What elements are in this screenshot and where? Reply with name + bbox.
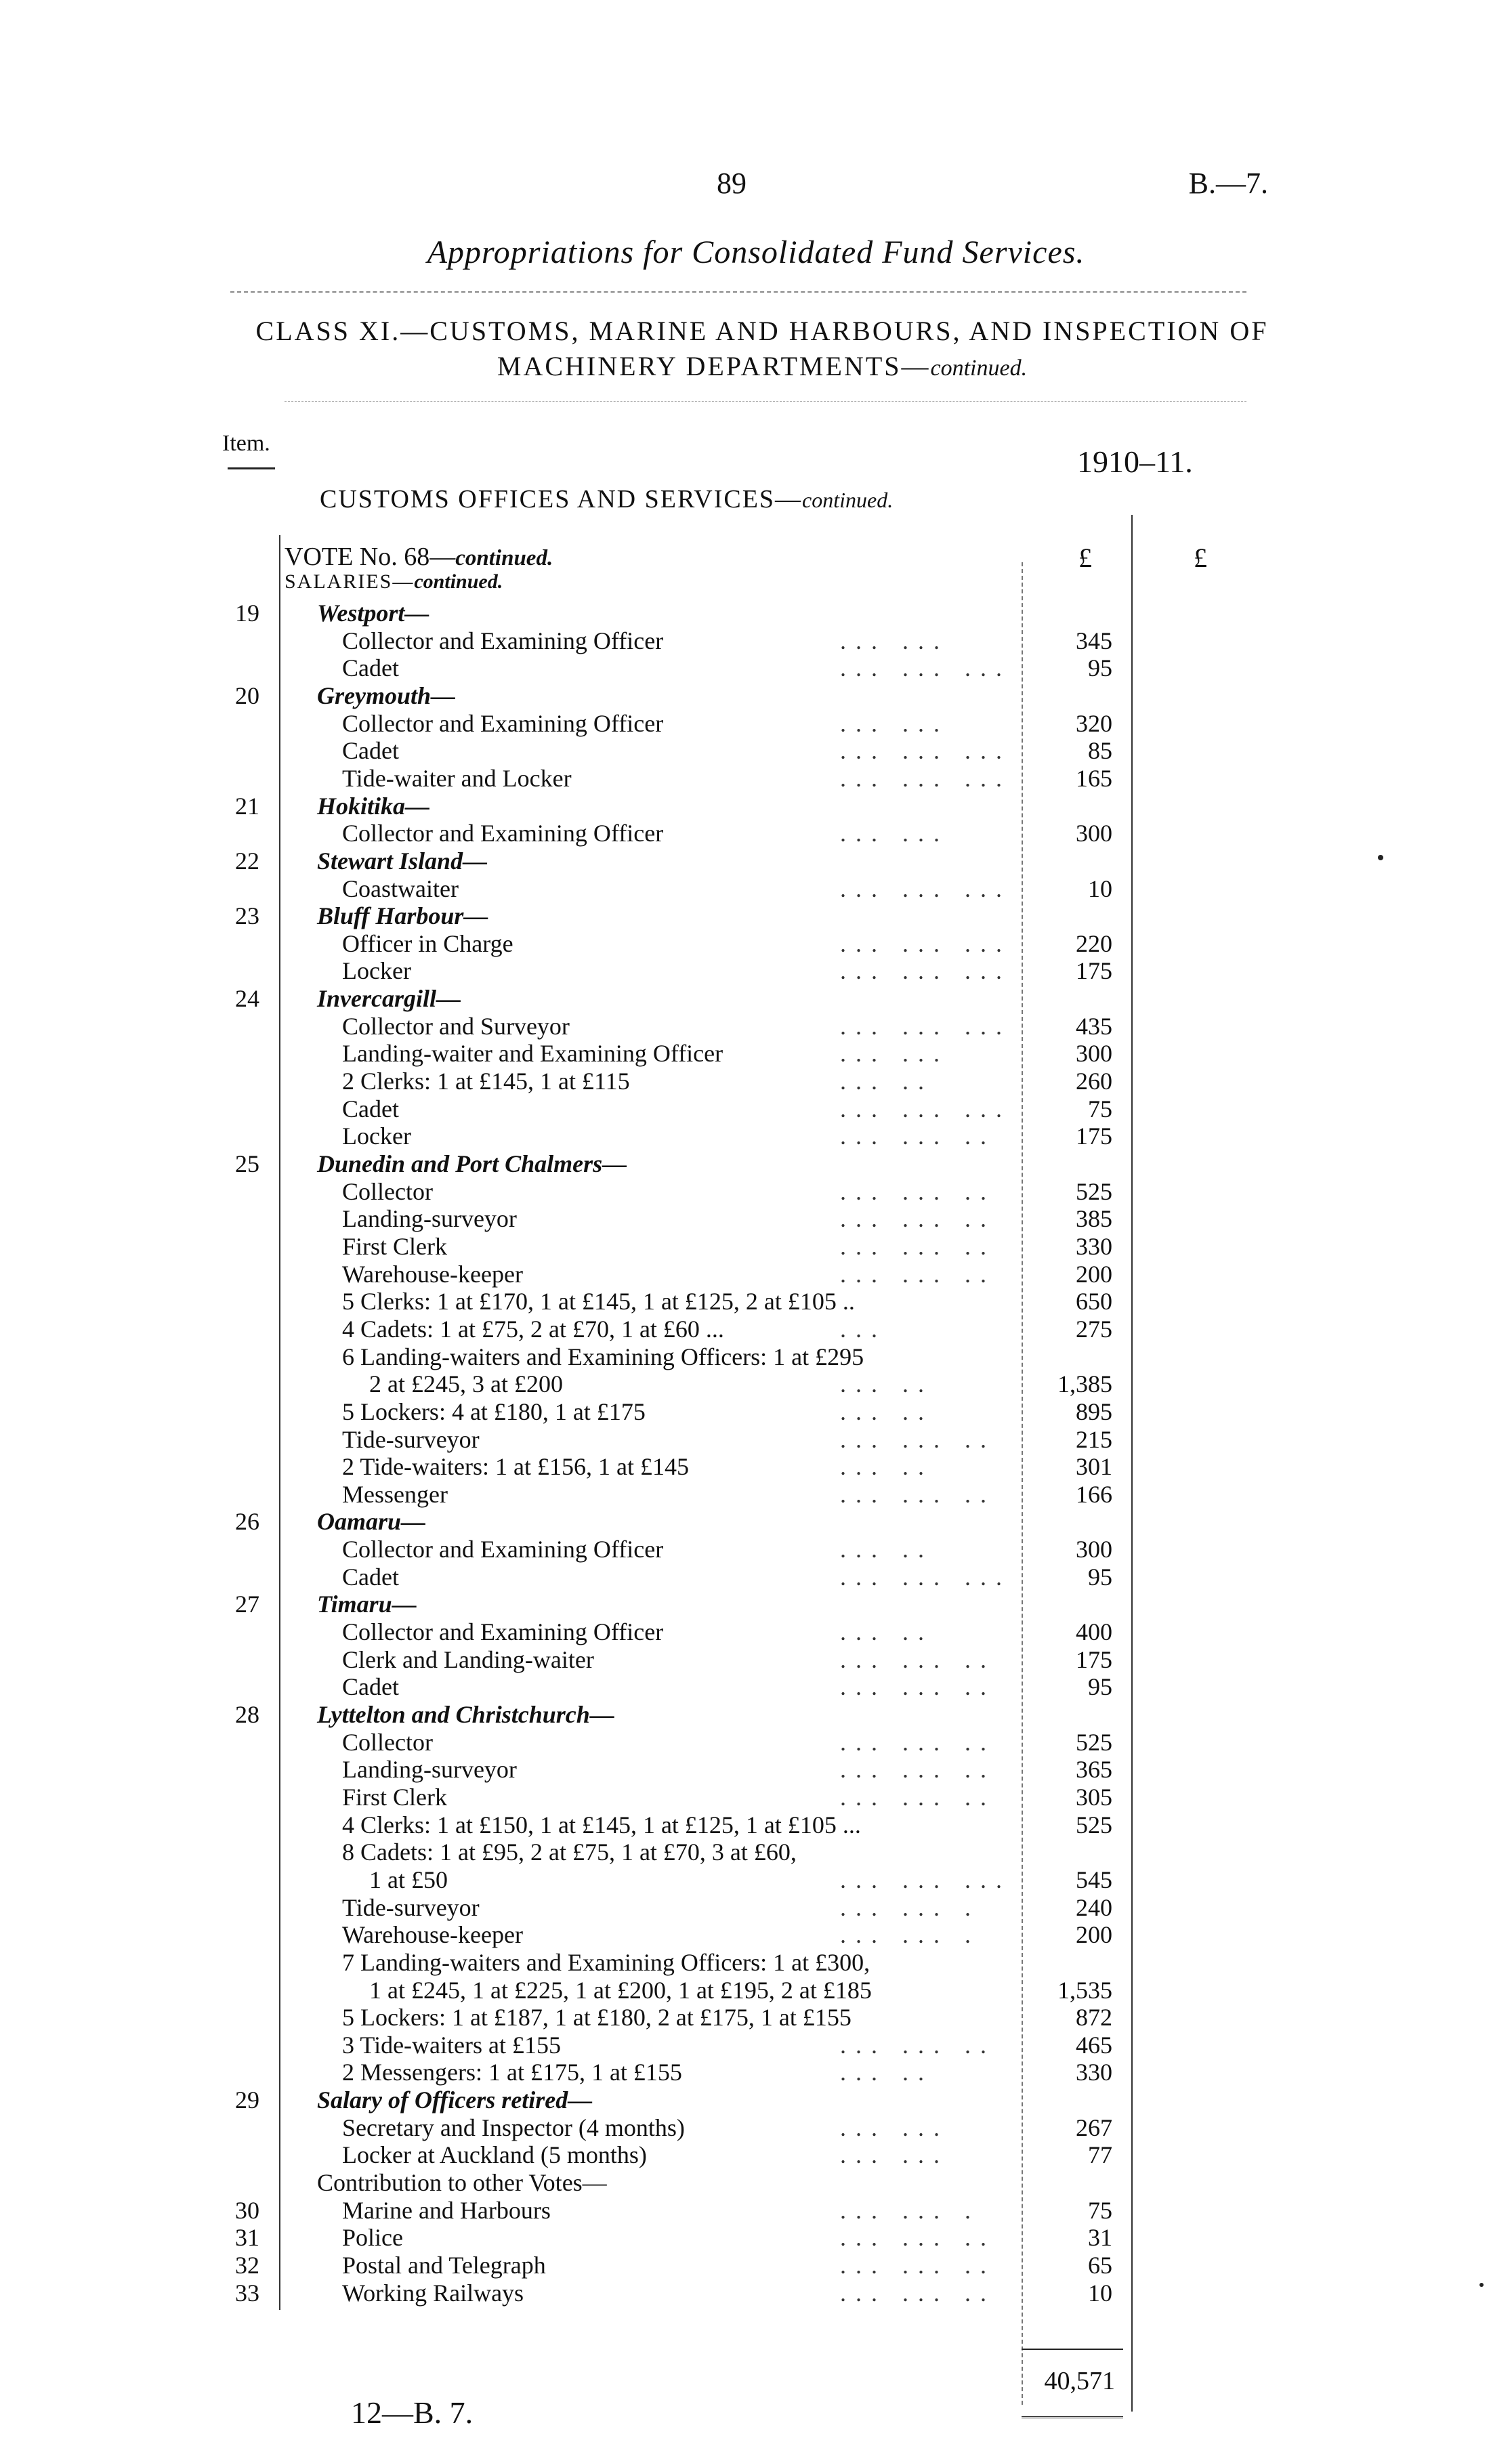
table-row	[0, 600, 1512, 627]
amount-value: 65	[1088, 2252, 1112, 2279]
amount-value: 385	[1076, 1205, 1112, 1233]
row-label: First Clerk	[342, 1232, 448, 1260]
section-title-continued: continued.	[802, 488, 894, 512]
item-number: 30	[235, 2196, 259, 2224]
dot-leader: ... ..	[840, 2059, 933, 2086]
row-label: Landing-waiter and Examining Officer	[342, 1040, 723, 1068]
amount-value: 650	[1076, 1288, 1112, 1316]
dot-leader: ... ... ..	[840, 1205, 996, 1233]
amount-value: 95	[1088, 1563, 1112, 1591]
table-row	[0, 1178, 1512, 1206]
print-speck	[1378, 855, 1383, 860]
amount-value: 330	[1076, 2059, 1112, 2086]
table-row	[0, 1370, 1512, 1398]
dot-leader: ... ... ...	[840, 929, 1011, 957]
item-number: 29	[235, 2086, 259, 2114]
item-number: 28	[235, 1701, 259, 1728]
table-row	[0, 2086, 1512, 2114]
row-label: Collector and Examining Officer	[342, 1536, 664, 1563]
class-title-line-2-text: MACHINERY DEPARTMENTS—	[497, 351, 931, 381]
footer-signature-mark: 12—B. 7.	[351, 2395, 474, 2430]
dot-leader: ... ...	[840, 2113, 949, 2141]
table-row	[0, 2059, 1512, 2086]
amount-value: 525	[1076, 1811, 1112, 1838]
dot-leader: ... ..	[840, 1068, 933, 1095]
row-label: Cadet	[342, 737, 399, 765]
office-heading: Bluff Harbour—	[317, 902, 488, 930]
amount-value: 365	[1076, 1756, 1112, 1784]
amount-value: 215	[1076, 1425, 1112, 1453]
dot-leader: ... ...	[840, 820, 949, 847]
row-label: Police	[342, 2224, 403, 2252]
amount-value: 1,535	[1057, 1976, 1112, 2004]
table-row	[0, 1481, 1512, 1509]
section-title	[320, 484, 893, 514]
vote-heading	[285, 542, 553, 572]
table-row	[0, 1894, 1512, 1922]
row-label: 5 Lockers: 1 at £187, 1 at £180, 2 at £175, 1 at £155	[342, 2004, 852, 2032]
table-row	[0, 1536, 1512, 1563]
dot-leader: ... ...	[840, 2141, 949, 2169]
row-label: 3 Tide-waiters at £155	[342, 2031, 561, 2059]
table-row	[0, 710, 1512, 738]
table-row	[0, 2252, 1512, 2279]
row-label: 6 Landing-waiters and Examining Officers: 1 at £295	[342, 1343, 864, 1370]
office-heading: Oamaru—	[317, 1508, 426, 1536]
table-row	[0, 820, 1512, 847]
table-row	[0, 1977, 1512, 2004]
table-row	[0, 1949, 1512, 1977]
table-row	[0, 1591, 1512, 1618]
table-row	[0, 1426, 1512, 1454]
row-label: Landing-surveyor	[342, 1205, 517, 1233]
row-label: 1 at £50	[369, 1866, 448, 1893]
dot-leader: ... ... ..	[840, 2224, 996, 2252]
class-title-line-1: CLASS XI.—CUSTOMS, MARINE AND HARBOURS, AND INSPECTION OF	[255, 316, 1269, 346]
section-title-text: CUSTOMS OFFICES AND SERVICES—	[320, 485, 803, 513]
table-row	[0, 1508, 1512, 1536]
table-row	[0, 1756, 1512, 1784]
table-row	[0, 1866, 1512, 1894]
amount-value: 165	[1076, 764, 1112, 792]
row-label: Collector and Examining Officer	[342, 709, 664, 737]
table-row	[0, 1150, 1512, 1178]
row-label: 2 Tide-waiters: 1 at £156, 1 at £145	[342, 1453, 689, 1481]
salaries-heading	[285, 570, 503, 593]
row-label: 4 Clerks: 1 at £150, 1 at £145, 1 at £125, 1 at £105 ...	[342, 1811, 861, 1838]
row-label: Contribution to other Votes—	[317, 2169, 607, 2197]
table-row	[0, 2279, 1512, 2307]
amount-value: 95	[1088, 1673, 1112, 1701]
header-rule	[230, 291, 1246, 293]
dot-leader: ... ..	[840, 1536, 933, 1563]
table-row	[0, 765, 1512, 793]
amount-value: 400	[1076, 1618, 1112, 1646]
table-row	[0, 2032, 1512, 2059]
table-row	[0, 930, 1512, 958]
row-label: 2 Messengers: 1 at £175, 1 at £155	[342, 2059, 682, 2086]
item-number: 32	[235, 2252, 259, 2279]
table-row	[0, 1398, 1512, 1426]
dot-leader: ... ... ..	[840, 1232, 996, 1260]
pound-sign-totals: £	[1194, 543, 1207, 573]
office-heading: Dunedin and Port Chalmers—	[317, 1150, 627, 1177]
dot-leader: ... ... ...	[840, 1095, 1011, 1122]
amount-value: 305	[1076, 1783, 1112, 1811]
row-label: Collector and Examining Officer	[342, 820, 664, 847]
table-row	[0, 2169, 1512, 2197]
item-number: 27	[235, 1591, 259, 1618]
row-label: Cadet	[342, 1095, 399, 1122]
table-row	[0, 2114, 1512, 2142]
amount-value: 300	[1076, 1536, 1112, 1563]
dot-leader: ... ..	[840, 1397, 933, 1425]
dot-leader: ... ... ..	[840, 1425, 996, 1453]
row-label: Locker	[342, 1122, 411, 1150]
year-column-header: 1910–11.	[1077, 444, 1193, 479]
salaries-heading-continued: continued.	[414, 570, 503, 593]
row-label: Officer in Charge	[342, 929, 513, 957]
total-amount: 40,571	[1044, 2367, 1115, 2395]
salaries-heading-text: SALARIES—	[285, 570, 415, 593]
amount-value: 895	[1076, 1397, 1112, 1425]
table-row	[0, 793, 1512, 820]
amount-value: 267	[1076, 2113, 1112, 2141]
dot-leader: ... ..	[840, 1618, 933, 1646]
amount-value: 275	[1076, 1315, 1112, 1343]
print-speck	[1479, 2283, 1484, 2287]
dot-leader: ... ... ..	[840, 2279, 996, 2307]
document-reference: B.—7.	[1188, 167, 1268, 200]
table-row	[0, 1921, 1512, 1949]
amount-value: 345	[1076, 627, 1112, 654]
office-heading: Westport—	[317, 600, 429, 627]
row-label: Secretary and Inspector (4 months)	[342, 2113, 685, 2141]
table-row	[0, 1784, 1512, 1811]
row-label: 7 Landing-waiters and Examining Officers: 1 at £300,	[342, 1948, 870, 1976]
item-number: 23	[235, 902, 259, 930]
dot-leader: ... ... ..	[840, 2252, 996, 2279]
total-bottom-rule	[1022, 2416, 1123, 2418]
office-heading: Salary of Officers retired—	[317, 2086, 593, 2114]
office-heading: Hokitika—	[317, 792, 430, 820]
row-label: Clerk and Landing-waiter	[342, 1645, 594, 1673]
table-row	[0, 1288, 1512, 1316]
item-number: 19	[235, 600, 259, 627]
row-label: Tide-surveyor	[342, 1425, 480, 1453]
row-label: Locker	[342, 957, 411, 985]
amount-value: 10	[1088, 2279, 1112, 2307]
class-title-continued: continued.	[930, 356, 1028, 381]
table-row	[0, 654, 1512, 682]
table-row	[0, 1729, 1512, 1757]
pound-sign-amounts: £	[1078, 543, 1092, 573]
table-row	[0, 1646, 1512, 1674]
table-row	[0, 2141, 1512, 2169]
item-number: 33	[235, 2279, 259, 2307]
table-row	[0, 847, 1512, 875]
row-label: Collector and Examining Officer	[342, 627, 664, 654]
table-row	[0, 1673, 1512, 1701]
item-column-header: Item.	[222, 431, 270, 456]
dot-leader: ... ... ...	[840, 957, 1011, 985]
table-row	[0, 1563, 1512, 1591]
row-label: Messenger	[342, 1480, 448, 1508]
class-title-line-2	[203, 349, 1321, 386]
amount-value: 240	[1076, 1893, 1112, 1921]
item-number: 20	[235, 681, 259, 709]
row-label: Warehouse-keeper	[342, 1260, 523, 1288]
amount-value: 465	[1076, 2031, 1112, 2059]
total-top-rule	[1022, 2349, 1123, 2350]
amount-value: 1,385	[1057, 1370, 1112, 1398]
office-heading: Stewart Island—	[317, 847, 488, 875]
table-row	[0, 737, 1512, 765]
dot-leader: ... ... .	[840, 1893, 980, 1921]
row-label: Working Railways	[342, 2279, 524, 2307]
row-label: 2 at £245, 3 at £200	[369, 1370, 563, 1398]
table-row	[0, 1233, 1512, 1261]
dot-leader: ... ... ..	[840, 1260, 996, 1288]
dot-leader: ... ... .	[840, 2196, 980, 2224]
amount-value: 545	[1076, 1866, 1112, 1893]
table-row	[0, 1618, 1512, 1646]
dot-leader: ... ...	[840, 627, 949, 654]
dot-leader: ... ... ...	[840, 875, 1011, 902]
row-label: 1 at £245, 1 at £225, 1 at £200, 1 at £195, 2 at £185	[369, 1976, 872, 2004]
page-subtitle: Appropriations for Consolidated Fund Services.	[427, 234, 1085, 270]
row-label: Collector and Examining Officer	[342, 1618, 664, 1646]
amount-value: 260	[1076, 1068, 1112, 1095]
table-row	[0, 1453, 1512, 1481]
row-label: Tide-surveyor	[342, 1893, 480, 1921]
vote-heading-continued: continued.	[455, 546, 553, 570]
row-label: 4 Cadets: 1 at £75, 2 at £70, 1 at £60 ...	[342, 1315, 724, 1343]
table-row	[0, 1838, 1512, 1866]
dot-leader: ... ... ..	[840, 1756, 996, 1784]
amount-value: 75	[1088, 1095, 1112, 1122]
dot-leader: ...	[840, 1315, 887, 1343]
dot-leader: ... ..	[840, 1370, 933, 1398]
amount-value: 10	[1088, 875, 1112, 902]
item-number: 25	[235, 1150, 259, 1177]
dot-leader: ... ... ...	[840, 764, 1011, 792]
dot-leader: ... ... .	[840, 1921, 980, 1949]
table-row	[0, 1122, 1512, 1150]
table-row	[0, 2004, 1512, 2032]
dot-leader: ... ... ..	[840, 1177, 996, 1205]
item-header-rule	[228, 467, 275, 469]
row-label: 5 Clerks: 1 at £170, 1 at £145, 1 at £125, 2 at £105 ..	[342, 1288, 855, 1316]
row-label: 8 Cadets: 1 at £95, 2 at £75, 1 at £70, 3 at £60,	[342, 1838, 797, 1866]
row-label: 5 Lockers: 4 at £180, 1 at £175	[342, 1397, 646, 1425]
amount-value: 435	[1076, 1012, 1112, 1040]
row-label: Marine and Harbours	[342, 2196, 551, 2224]
dot-leader: ... ...	[840, 1040, 949, 1068]
amount-value: 300	[1076, 820, 1112, 847]
table-row	[0, 2197, 1512, 2225]
item-number: 26	[235, 1508, 259, 1536]
dot-leader: ... ... ...	[840, 1866, 1011, 1893]
table-row	[0, 627, 1512, 655]
row-label: Locker at Auckland (5 months)	[342, 2141, 647, 2169]
row-label: Collector	[342, 1728, 433, 1756]
vote-heading-text: VOTE No. 68—	[285, 543, 456, 571]
table-row	[0, 1095, 1512, 1123]
row-label: Cadet	[342, 1673, 399, 1701]
amount-value: 525	[1076, 1177, 1112, 1205]
row-label: Cadet	[342, 1563, 399, 1591]
table-row	[0, 1205, 1512, 1233]
dot-leader: ... ... ..	[840, 1728, 996, 1756]
amount-value: 872	[1076, 2004, 1112, 2032]
office-heading: Timaru—	[317, 1591, 417, 1618]
table-row	[0, 682, 1512, 710]
amount-value: 330	[1076, 1232, 1112, 1260]
dot-leader: ... ..	[840, 1453, 933, 1481]
dot-leader: ... ... ..	[840, 2031, 996, 2059]
amount-value: 200	[1076, 1260, 1112, 1288]
item-number: 21	[235, 792, 259, 820]
amount-value: 525	[1076, 1728, 1112, 1756]
amount-value: 31	[1088, 2224, 1112, 2252]
row-label: 2 Clerks: 1 at £145, 1 at £115	[342, 1068, 630, 1095]
table-top-rule	[285, 401, 1246, 402]
amount-value: 175	[1076, 1122, 1112, 1150]
row-label: Cadet	[342, 654, 399, 682]
table-row	[0, 985, 1512, 1013]
table-row	[0, 1068, 1512, 1095]
row-label: Postal and Telegraph	[342, 2252, 546, 2279]
amount-value: 175	[1076, 1645, 1112, 1673]
table-row	[0, 1811, 1512, 1839]
table-row	[0, 902, 1512, 930]
amount-value: 77	[1088, 2141, 1112, 2169]
table-row	[0, 957, 1512, 985]
table-row	[0, 1040, 1512, 1068]
office-heading: Lyttelton and Christchurch—	[317, 1701, 614, 1728]
amount-value: 320	[1076, 709, 1112, 737]
item-number: 22	[235, 847, 259, 875]
row-label: Collector	[342, 1177, 433, 1205]
amount-value: 300	[1076, 1040, 1112, 1068]
table-row	[0, 1316, 1512, 1343]
office-heading: Greymouth—	[317, 681, 456, 709]
amount-value: 301	[1076, 1453, 1112, 1481]
dot-leader: ... ... ..	[840, 1673, 996, 1701]
table-row	[0, 2224, 1512, 2252]
row-label: Collector and Surveyor	[342, 1012, 570, 1040]
amount-value: 95	[1088, 654, 1112, 682]
page-number: 89	[717, 167, 747, 200]
amount-value: 166	[1076, 1480, 1112, 1508]
row-label: Warehouse-keeper	[342, 1921, 523, 1949]
dot-leader: ... ... ..	[840, 1122, 996, 1150]
amount-value: 75	[1088, 2196, 1112, 2224]
amount-value: 175	[1076, 957, 1112, 985]
office-heading: Invercargill—	[317, 985, 461, 1013]
dot-leader: ... ... ..	[840, 1645, 996, 1673]
row-label: Coastwaiter	[342, 875, 459, 902]
amount-value: 220	[1076, 929, 1112, 957]
dot-leader: ... ... ...	[840, 1563, 1011, 1591]
row-label: Landing-surveyor	[342, 1756, 517, 1784]
table-row	[0, 1701, 1512, 1729]
dot-leader: ... ... ...	[840, 654, 1011, 682]
table-row	[0, 1013, 1512, 1040]
table-row	[0, 875, 1512, 903]
row-label: First Clerk	[342, 1783, 448, 1811]
row-label: Tide-waiter and Locker	[342, 764, 572, 792]
class-title	[203, 314, 1321, 386]
dot-leader: ... ... ..	[840, 1783, 996, 1811]
dot-leader: ... ...	[840, 709, 949, 737]
dot-leader: ... ... ..	[840, 1480, 996, 1508]
table-row	[0, 1261, 1512, 1288]
table-row	[0, 1343, 1512, 1371]
dot-leader: ... ... ...	[840, 737, 1011, 765]
amount-value: 200	[1076, 1921, 1112, 1949]
item-number: 24	[235, 985, 259, 1013]
dot-leader: ... ... ...	[840, 1012, 1011, 1040]
item-number: 31	[235, 2224, 259, 2252]
amount-value: 85	[1088, 737, 1112, 765]
